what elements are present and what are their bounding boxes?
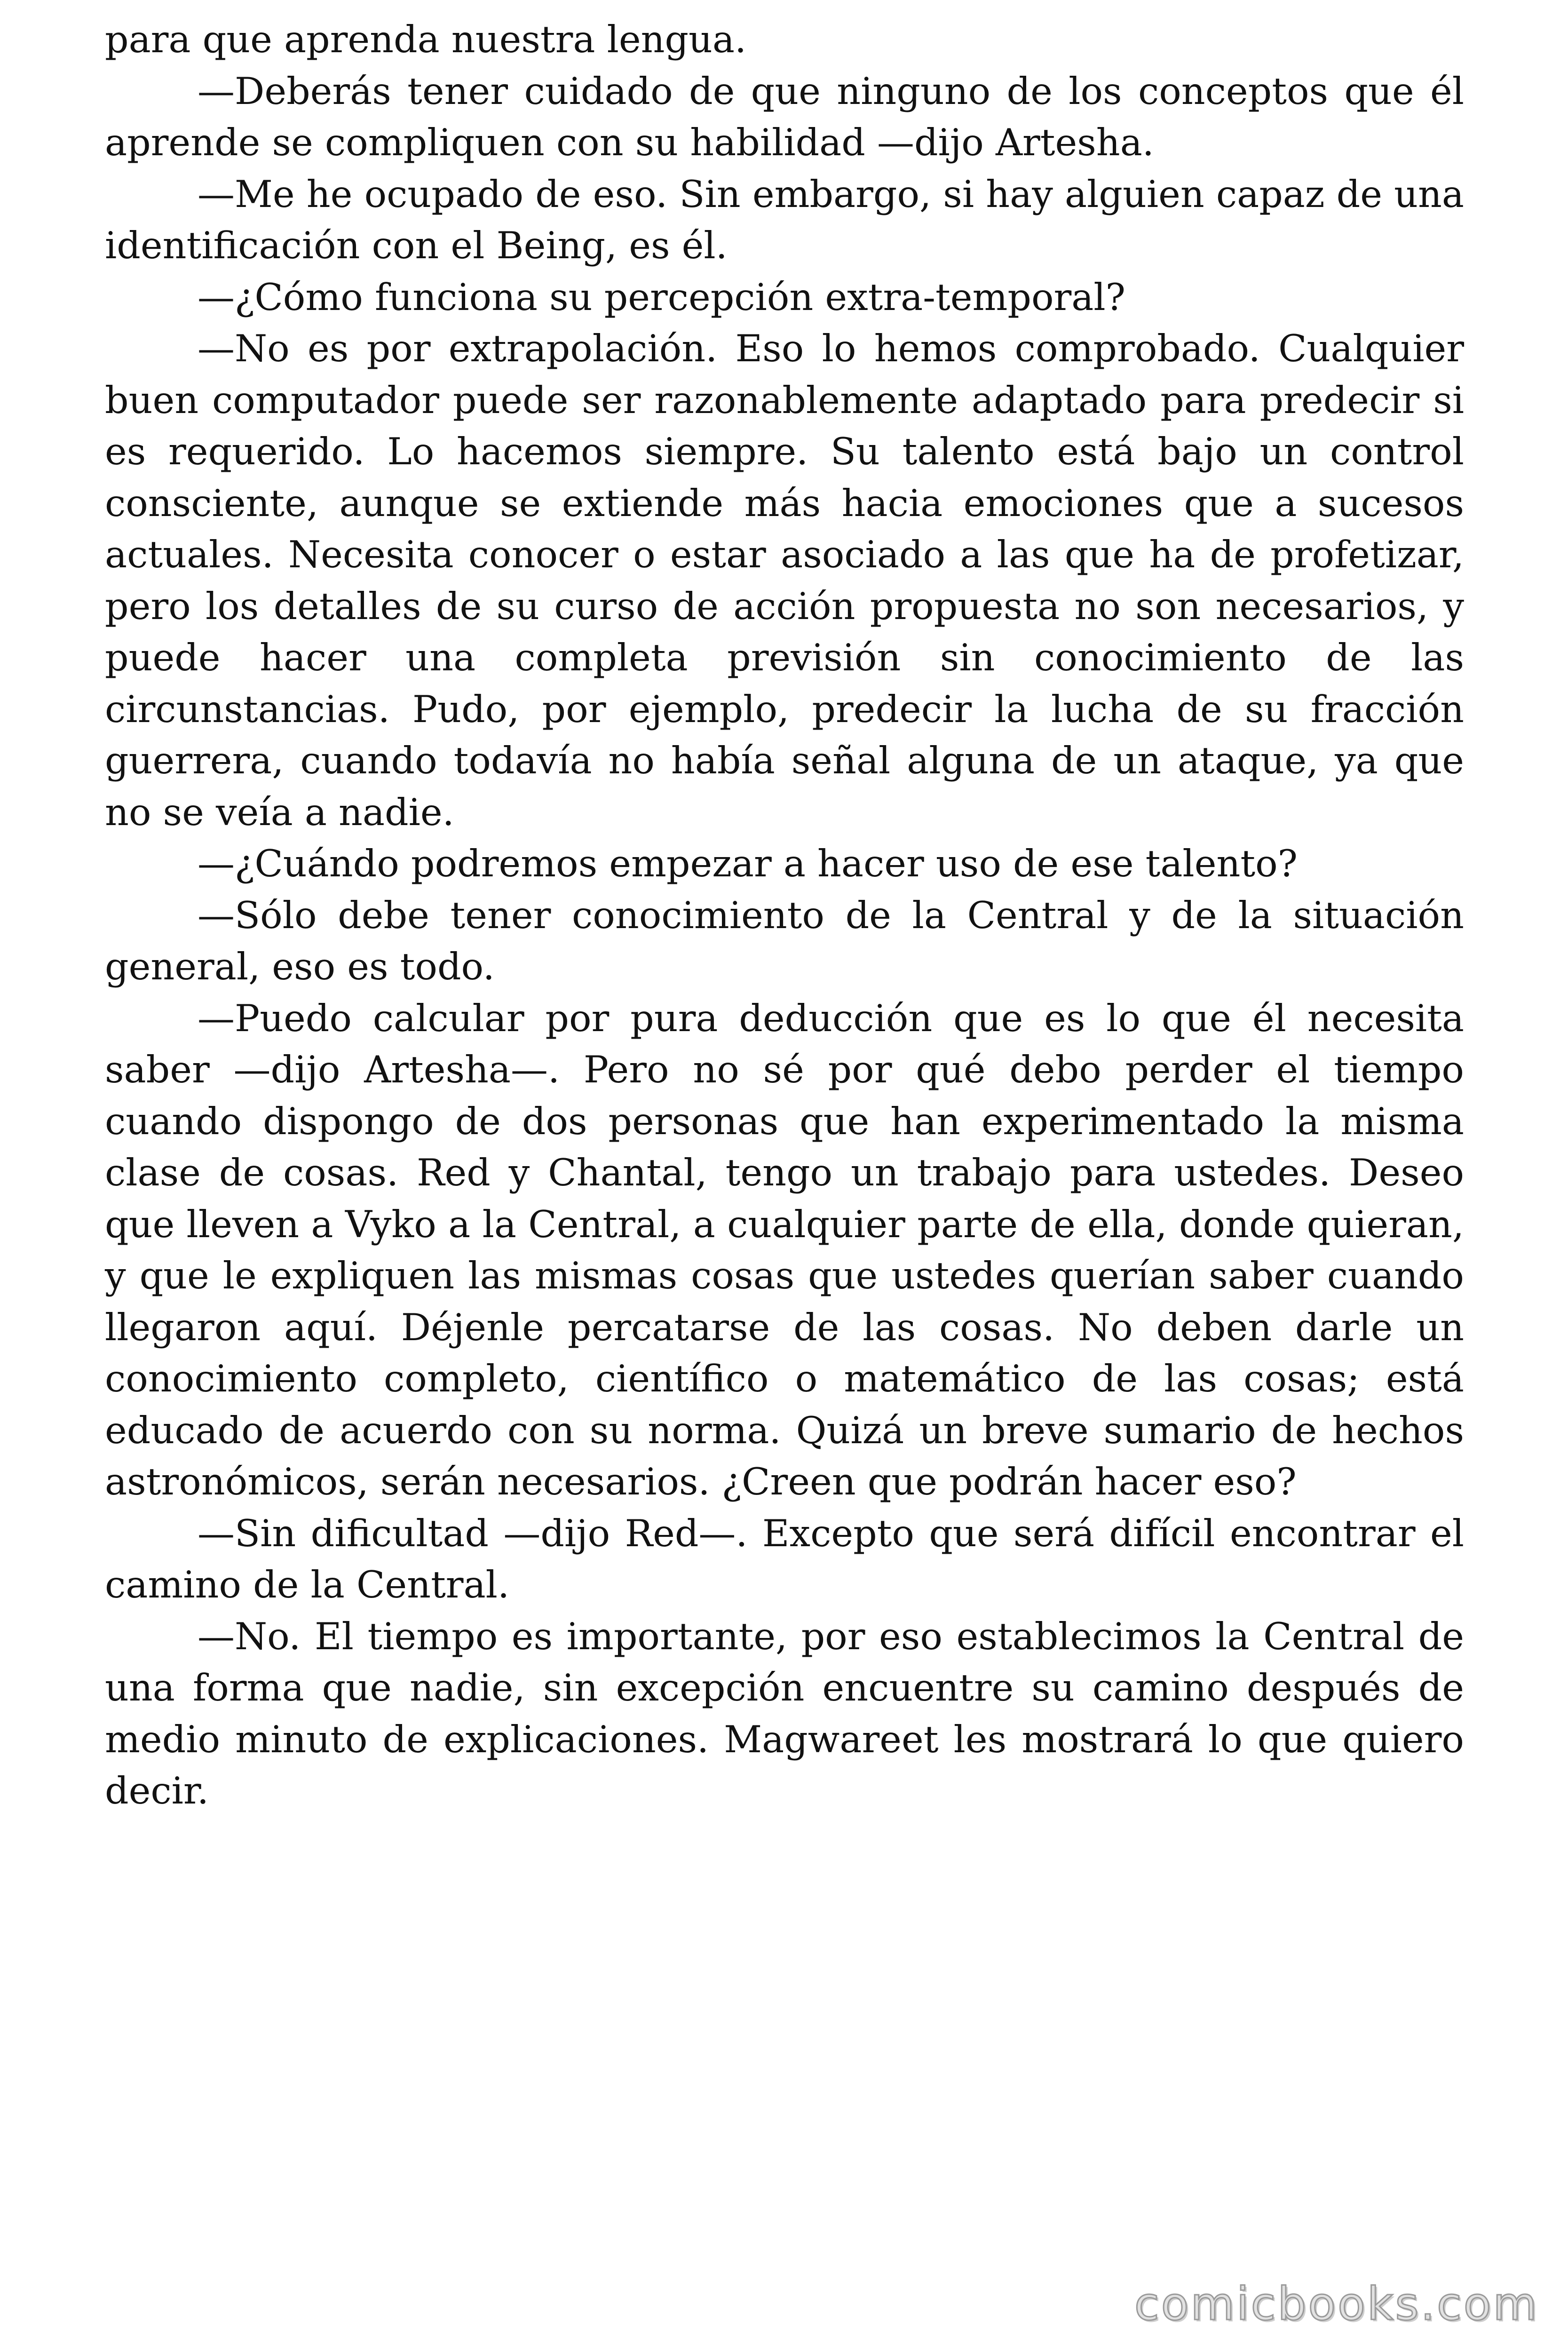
paragraph: —Me he ocupado de eso. Sin embargo, si hay alguien capaz de una identificación con el Being, es él. xyxy=(105,172,1464,267)
paragraph: —¿Cómo funciona su percepción extra-temporal? xyxy=(198,275,1125,319)
paragraph: —Puedo calcular por pura deducción que es lo que él necesita saber —dijo Artesha—. Pero no sé por qué debo perder el tiempo cuando dispongo de dos personas que han experimentado la misma clase de cosas. Red y Chantal, tengo un trabajo para ustedes. Deseo que lleven a Vyko a la Central, a cualquier parte de ella, donde quieran, y que le expliquen las mismas cosas que ustedes querían saber cuando llegaron aquí. Déjenle percatarse de las cosas. No deben darle un conocimiento completo, científico o matemático de las cosas; está educado de acuerdo con su norma. Quizá un breve sumario de hechos astronómicos, serán necesarios. ¿Creen que podrán hacer eso? xyxy=(105,996,1464,1503)
paragraph: —Deberás tener cuidado de que ninguno de los conceptos que él aprende se compliquen con su habilidad —dijo Artesha. xyxy=(105,69,1464,164)
paragraph: —No. El tiempo es importante, por eso establecimos la Central de una forma que nadie, sin excepción encuentre su camino después de medio minuto de explicaciones. Magwareet les mostrará lo que quiero decir. xyxy=(105,1614,1464,1812)
paragraph: —¿Cuándo podremos empezar a hacer uso de ese talento? xyxy=(198,842,1298,885)
body-text xyxy=(105,14,1464,1817)
paragraph: —No es por extrapolación. Eso lo hemos comprobado. Cualquier buen computador puede ser razonablemente adaptado para predecir si es requerido. Lo hacemos siempre. Su talento está bajo un control consciente, aunque se extiende más hacia emociones que a sucesos actuales. Necesita conocer o estar asociado a las que ha de profetizar, pero los detalles de su curso de acción propuesta no son necesarios, y puede hacer una completa previsión sin conocimiento de las circunstancias. Pudo, por ejemplo, predecir la lucha de su fracción guerrera, cuando todavía no había señal alguna de un ataque, ya que no se veía a nadie. xyxy=(105,327,1464,834)
paragraph: —Sólo debe tener conocimiento de la Central y de la situación general, eso es todo. xyxy=(105,893,1464,988)
paragraph: —Sin dificultad —dijo Red—. Excepto que será difícil encontrar el camino de la Central. xyxy=(105,1511,1464,1606)
watermark: comicbooks.com xyxy=(1134,2278,1539,2330)
paragraph: para que aprenda nuestra lengua. xyxy=(105,18,747,61)
